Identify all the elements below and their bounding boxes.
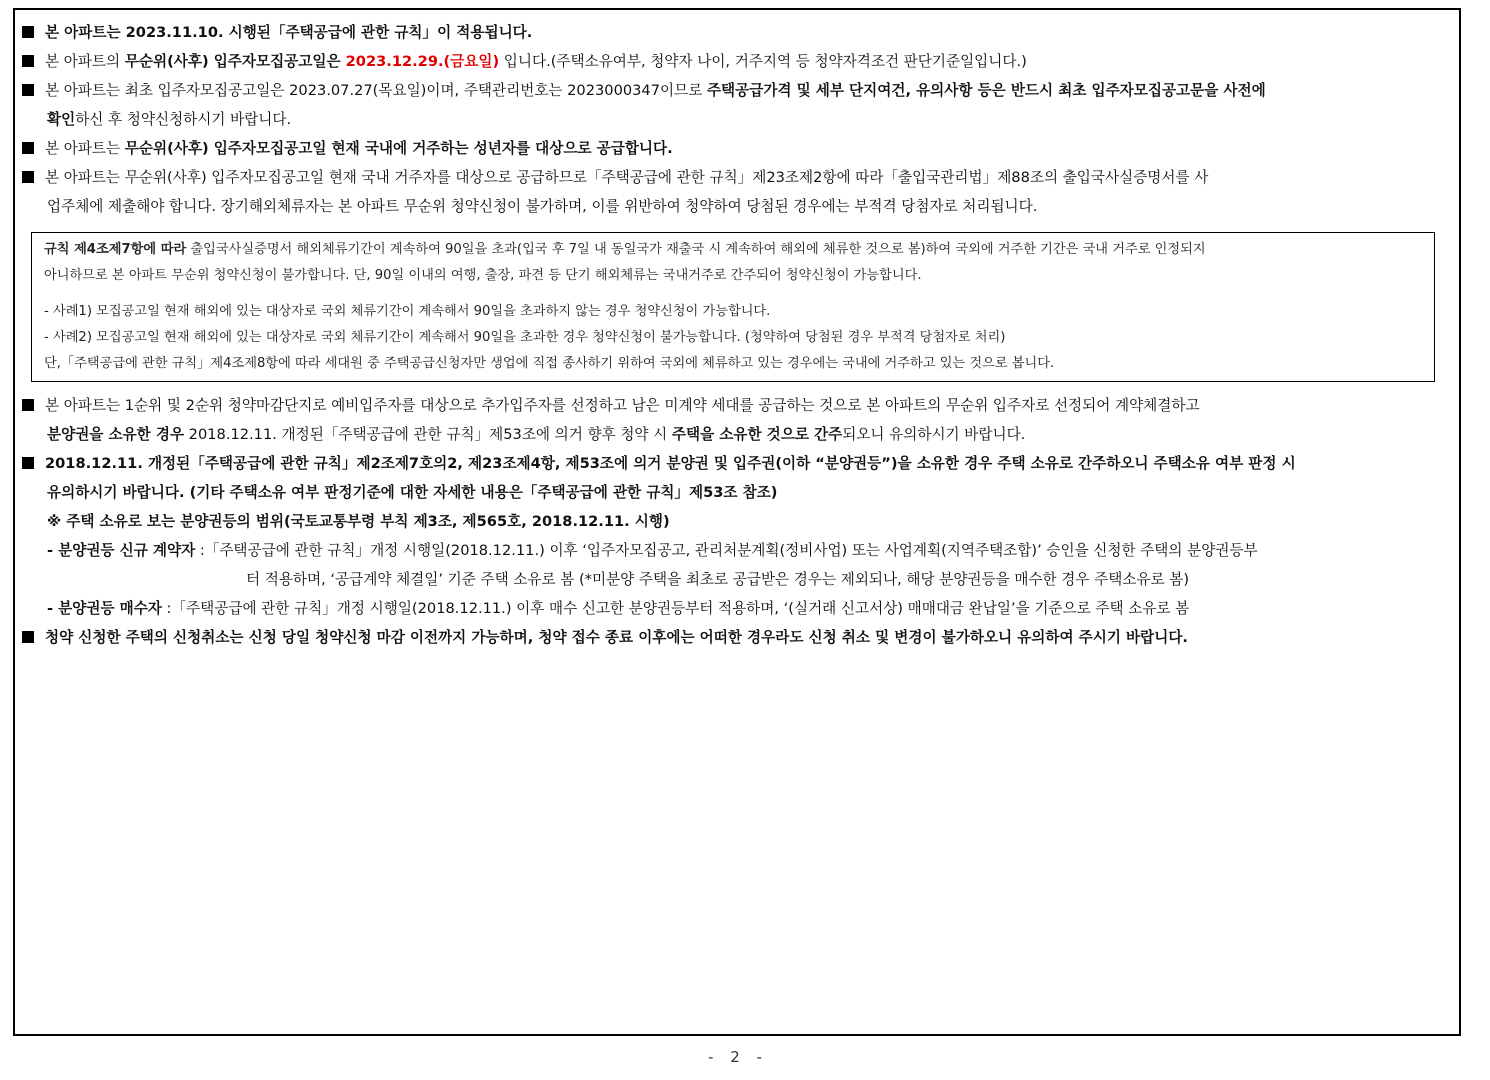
case-2: - 사례2) 모집공고일 현재 해외에 있는 대상자로 국외 체류기간이 계속해서 90일을 초과한 경우 청약신청이 불가능합니다. (청약하여 당첨된 경우 부적격 당첨자로 처리) xyxy=(44,330,1006,345)
exception-note: 단,「주택공급에 관한 규칙」제4조제8항에 따라 세대원 중 주택공급신청자만 생업에 직접 종사하기 위하여 국외에 체류하고 있는 경우에는 국내에 거주하고 있는 것으로 봅니다. xyxy=(44,356,1055,371)
bullet-square-icon xyxy=(22,171,34,183)
bullet-square-icon xyxy=(22,26,34,38)
bullet-square-icon xyxy=(22,399,34,411)
case-1: - 사례1) 모집공고일 현재 해외에 있는 대상자로 국외 체류기간이 계속해서 90일을 초과하지 않는 경우 청약신청이 가능합니다. xyxy=(44,304,771,319)
announcement-date: 2023.12.29.(금요일) xyxy=(345,53,500,70)
new-contractor-item: - 분양권등 신규 계약자 :「주택공급에 관한 규칙」개정 시행일(2018.12.11.) 이후 ‘입주자모집공고, 관리처분계획(정비사업) 또는 사업계획(지역주택조합)’ 승인을 신청한 주택의 분양권등부 xyxy=(47,542,1258,559)
notice-paragraph-5: 본 아파트는 무순위(사후) 입주자모집공고일 현재 국내 거주자를 대상으로 공급하므로「주택공급에 관한 규칙」제23조제2항에 따라「출입국관리법」제88조의 출입국사실증명서를 사 업주체에 제출해야 합니다. 장기해외체류자는 본 아파트 무순위 청약신청이 불가하며, 이를 위반하여 청약하여 당첨된 경우에는 부적격 당첨자로 처리됩니다. xyxy=(22,163,1456,221)
notice-paragraph-2: 본 아파트의 무순위(사후) 입주자모집공고일은 2023.12.29.(금요일) 입니다.(주택소유여부, 청약자 나이, 거주지역 등 청약자격조건 판단기준일입니다.) xyxy=(22,47,1456,76)
bullet-square-icon xyxy=(22,142,34,154)
overseas-residence-notice-box: 규칙 제4조제7항에 따라 출입국사실증명서 해외체류기간이 계속하여 90일을 초과(입국 후 7일 내 동일국가 재출국 시 계속하여 해외에 체류한 것으로 봄)하여 국외에 거주한 기간은 국내 거주로 인정되지 아니하므로 본 아파트 무순위 청약신청이 불가합니다. 단, 90일 이내의 여행, 출장, 파견 등 단기 해외체류는 국내거주로 간주되어 청약신청이 가능합니다. - 사례1) 모집공고일 현재 해외에 있는 대상자로 국외 체류기간이 계속해서 90일을 초과하지 않는 경우 청약신청이 가능합니다. - 사례2) 모집공고일 현재 해외에 있는 대상자로 국외 체류기간이 계속해서 90일을 초과한 경우 청약신청이 불가능합니다. (청약하여 당첨된 경우 부적격 당첨자로 처리) 단,「주택공급에 관한 규칙」제4조제8항에 따라 세대원 중 주택공급신청자만 생업에 직접 종사하기 위하여 국외에 체류하고 있는 경우에는 국내에 거주하고 있는 것으로 봅니다. xyxy=(31,232,1435,382)
bullet-square-icon xyxy=(22,631,34,643)
bullet-square-icon xyxy=(22,55,34,67)
buyer-item: - 분양권등 매수자 :「주택공급에 관한 규칙」개정 시행일(2018.12.11.) 이후 매수 신고한 분양권등부터 적용하며, ‘(실거래 신고서상) 매매대금 완납일’을 기준으로 주택 소유로 봄 xyxy=(47,600,1190,617)
notice-paragraph-8: 청약 신청한 주택의 신청취소는 신청 당일 청약신청 마감 이전까지 가능하며, 청약 접수 종료 이후에는 어떠한 경우라도 신청 취소 및 변경이 불가하오니 유의하여 주시기 바랍니다. xyxy=(22,623,1456,652)
notice-paragraph-4: 본 아파트는 무순위(사후) 입주자모집공고일 현재 국내에 거주하는 성년자를 대상으로 공급합니다. xyxy=(22,134,1456,163)
new-contractor-item-cont: 터 적용하며, ‘공급계약 체결일’ 기준 주택 소유로 봄 (*미분양 주택을 최초로 공급받은 경우는 제외되나, 해당 분양권등을 매수한 경우 주택소유로 봄) xyxy=(246,571,1190,588)
notice-paragraph-1: 본 아파트는 2023.11.10. 시행된「주택공급에 관한 규칙」이 적용됩니다. xyxy=(22,18,1456,47)
bullet-square-icon xyxy=(22,457,34,469)
notice-paragraph-6: 본 아파트는 1순위 및 2순위 청약마감단지로 예비입주자를 대상으로 추가입주자를 선정하고 남은 미계약 세대를 공급하는 것으로 본 아파트의 무순위 입주자로 선정되어 계약체결하고 분양권을 소유한 경우 2018.12.11. 개정된「주택공급에 관한 규칙」제53조에 의거 향후 청약 시 주택을 소유한 것으로 간주되오니 유의하시기 바랍니다. xyxy=(22,391,1456,449)
bullet-square-icon xyxy=(22,84,34,96)
page-number: - 2 - xyxy=(708,1048,768,1066)
notice-paragraph-7: 2018.12.11. 개정된「주택공급에 관한 규칙」제2조제7호의2, 제23조제4항, 제53조에 의거 분양권 및 입주권(이하 “분양권등”)을 소유한 경우 주택 소유로 간주하오니 주택소유 여부 판정 시 유의하시기 바랍니다. (기타 주택소유 여부 판정기준에 대한 자세한 내용은「주택공급에 관한 규칙」제53조 참조) xyxy=(22,449,1456,507)
ownership-scope-title: ※ 주택 소유로 보는 분양권등의 범위(국토교통부령 부칙 제3조, 제565호, 2018.12.11. 시행) xyxy=(47,513,670,530)
notice-paragraph-3: 본 아파트는 최초 입주자모집공고일은 2023.07.27(목요일)이며, 주택관리번호는 2023000347이므로 주택공급가격 및 세부 단지여건, 유의사항 등은 반드시 최초 입주자모집공고문을 사전에 확인하신 후 청약신청하시기 바랍니다. xyxy=(22,76,1456,134)
